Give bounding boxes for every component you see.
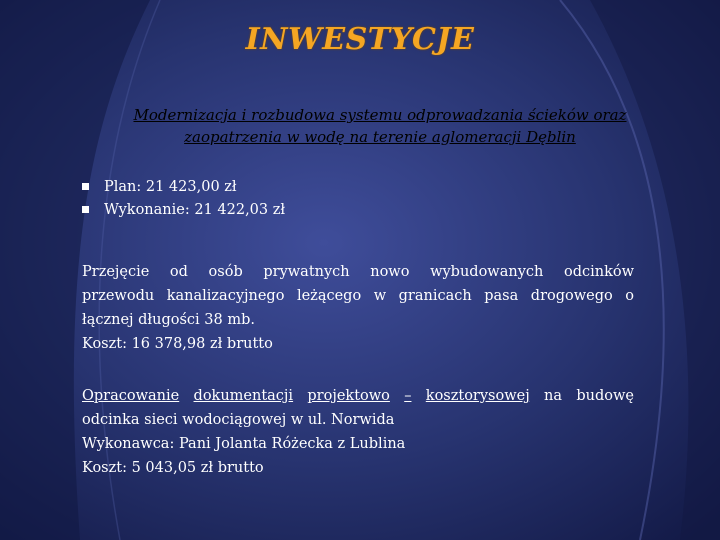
- contractor-line: Wykonawca: Pani Jolanta Różecka z Lublina: [82, 436, 406, 452]
- paragraph-documentation-line-1: [82, 384, 634, 408]
- bullet-list: [82, 176, 285, 222]
- paragraph-documentation-line-2: odcinka sieci wodociągowej w ul. Norwida: [82, 412, 395, 428]
- word: budowę: [576, 388, 634, 404]
- square-bullet-icon: [82, 206, 89, 213]
- bullet-execution-text: Wykonanie: 21 422,03 zł: [104, 202, 286, 218]
- word: na: [544, 388, 563, 404]
- word: dokumentacji: [193, 388, 294, 404]
- paragraph-takeover-line-3: łącznej długości 38 mb.: [82, 312, 255, 328]
- bullet-execution: [82, 199, 285, 222]
- subtitle: [120, 104, 640, 148]
- paragraph-documentation-cost: Koszt: 5 043,05 zł brutto: [82, 460, 264, 476]
- subtitle-line-2: zaopatrzenia w wodę na terenie aglomeracji Dęblin: [184, 128, 576, 146]
- word: Opracowanie: [82, 388, 180, 404]
- paragraph-takeover-line-1: Przejęcie od osób prywatnych nowo wybudowanych odcinków: [82, 264, 634, 280]
- paragraph-takeover-line-2: przewodu kanalizacyjnego leżącego w granicach pasa drogowego o: [82, 288, 634, 304]
- bullet-plan-text: Plan: 21 423,00 zł: [104, 179, 237, 195]
- subtitle-line-1: Modernizacja i rozbudowa systemu odprowadzania ścieków oraz: [133, 106, 627, 124]
- word: –: [404, 388, 412, 404]
- page-title: INWESTYCJE: [245, 22, 475, 57]
- word: projektowo: [307, 388, 390, 404]
- bullet-plan: [82, 176, 285, 199]
- paragraph-takeover: [82, 260, 634, 356]
- word: kosztorysowej: [425, 388, 530, 404]
- square-bullet-icon: [82, 183, 89, 190]
- paragraph-takeover-cost: Koszt: 16 378,98 zł brutto: [82, 336, 273, 352]
- paragraph-documentation: [82, 384, 634, 480]
